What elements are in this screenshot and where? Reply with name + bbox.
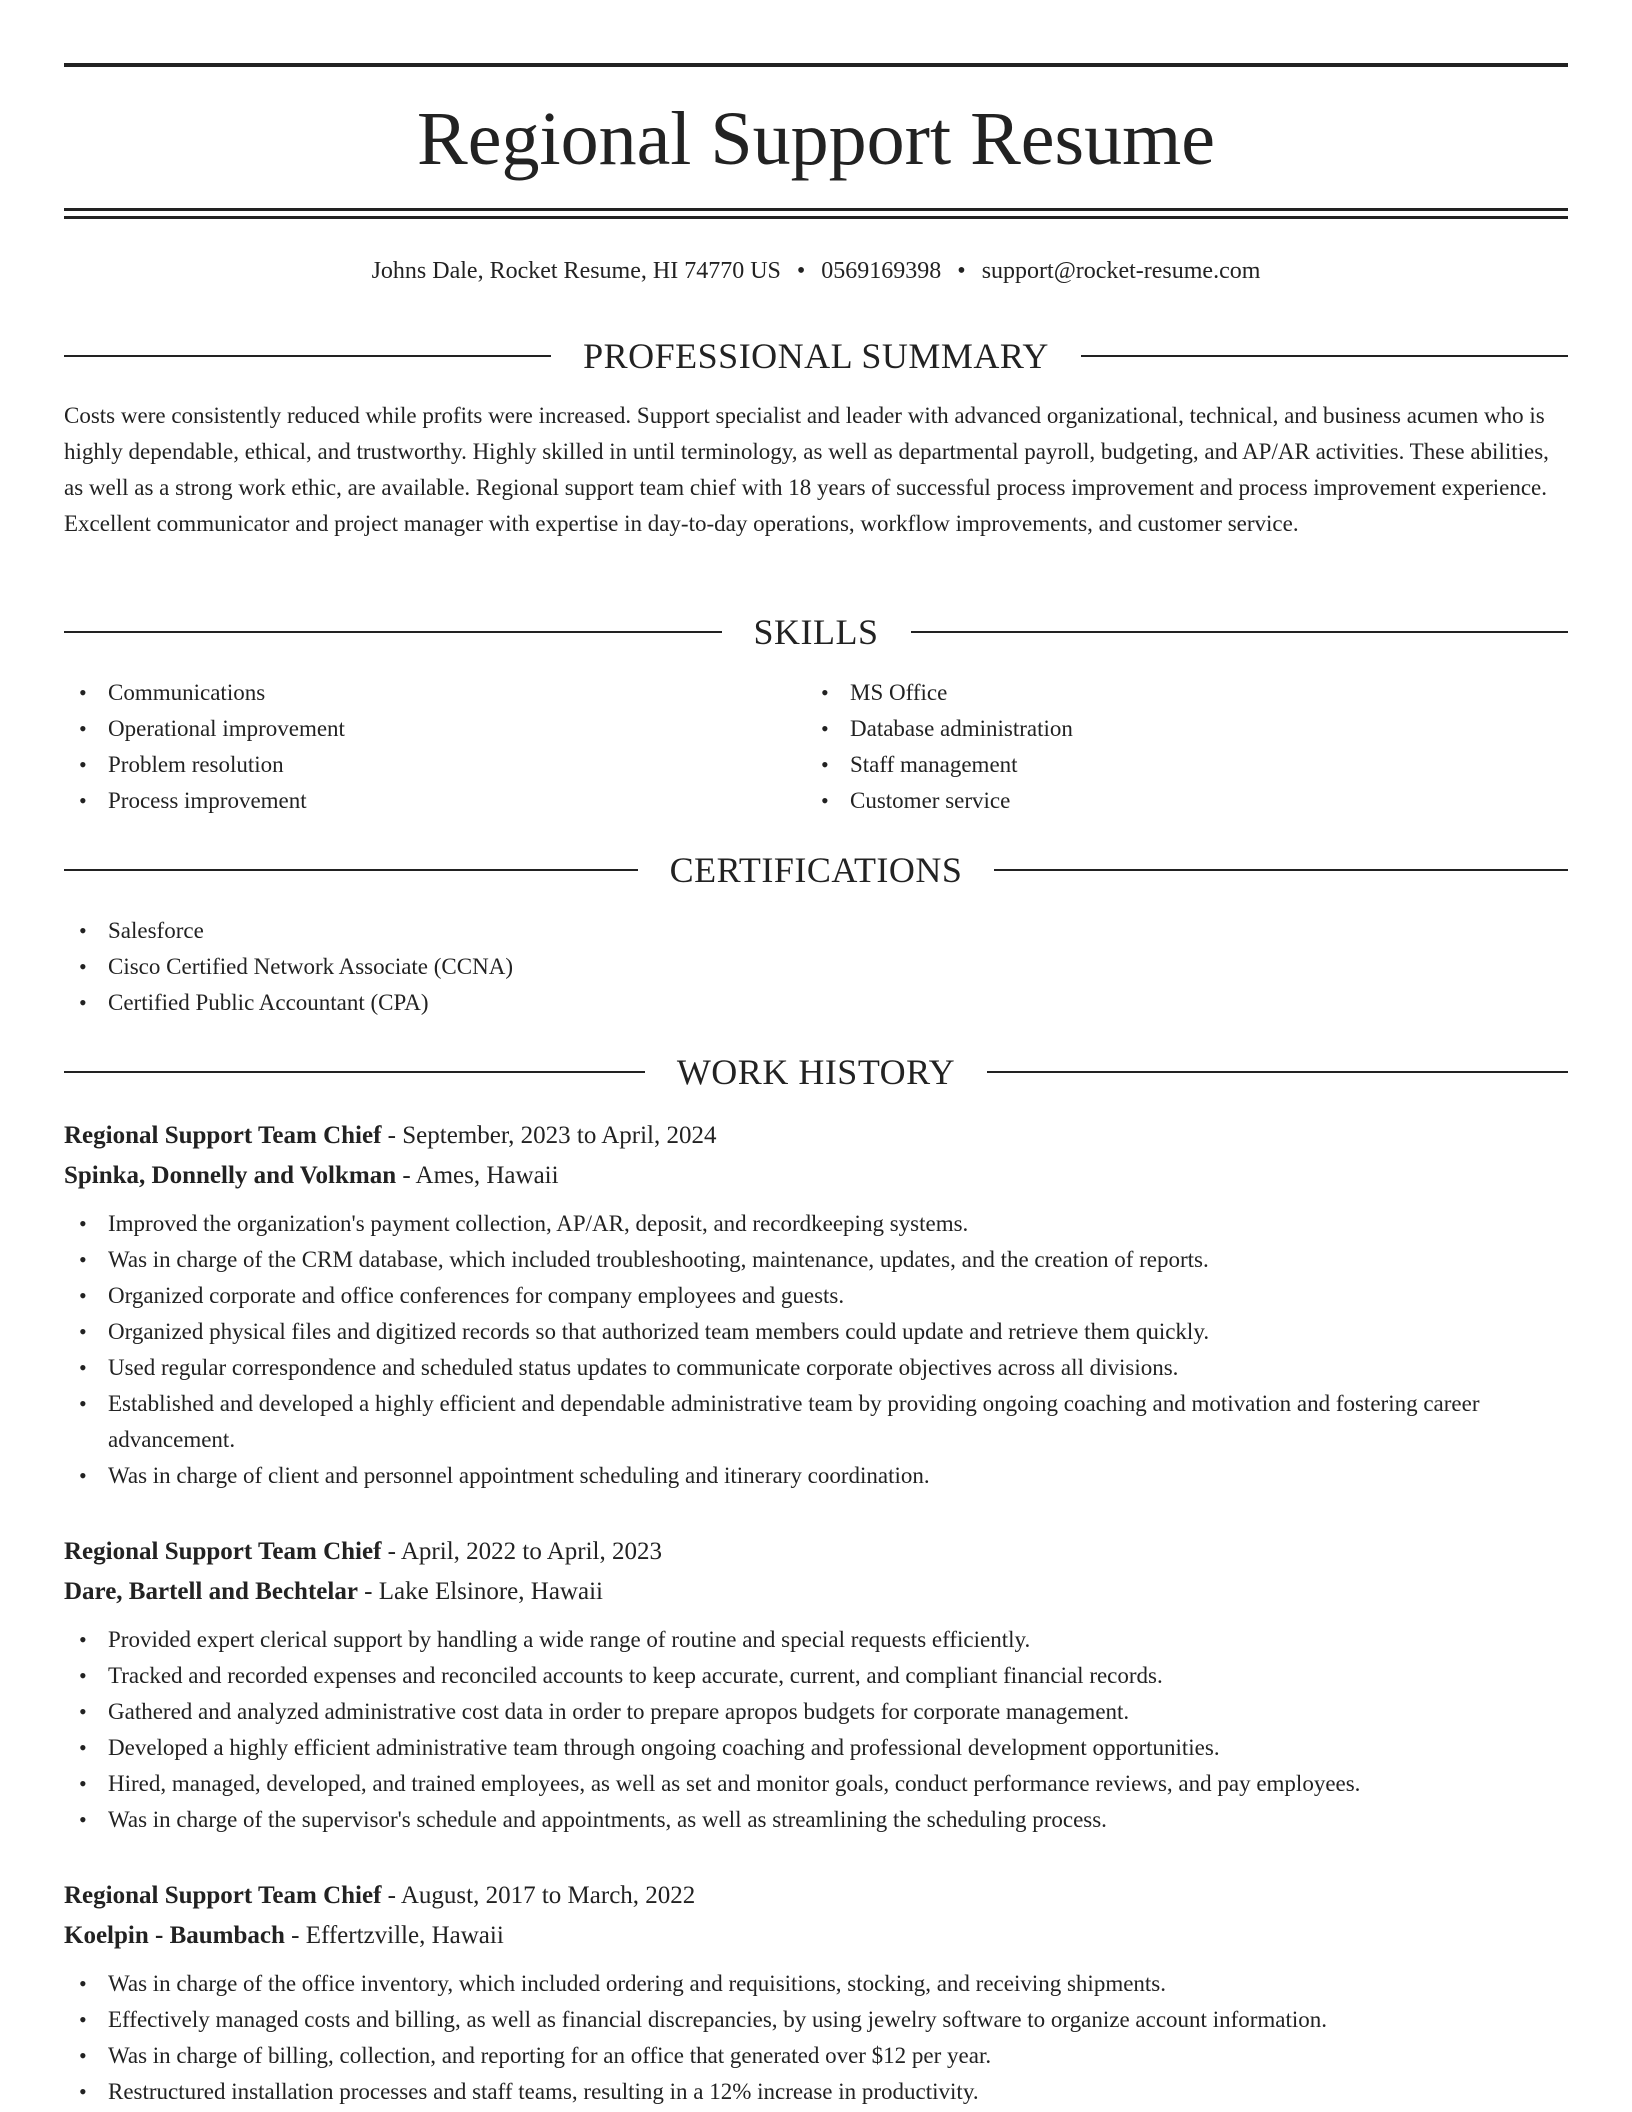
title-double-rule bbox=[64, 208, 1568, 220]
job-dates: - April, 2022 to April, 2023 bbox=[381, 1538, 662, 1565]
section-heading-label: SKILLS bbox=[753, 612, 879, 652]
section-heading-work-history bbox=[64, 1050, 1568, 1094]
list-item: • Restructured installation processes and staff teams, resulting in a 12% increase in productivity. bbox=[108, 2074, 1568, 2110]
list-item: • Salesforce bbox=[108, 913, 1208, 949]
list-item: • Used regular correspondence and scheduled status updates to communicate corporate objectives across all divisions. bbox=[108, 1350, 1568, 1386]
job-entry bbox=[64, 1116, 1568, 1494]
skills-list-right bbox=[806, 675, 1550, 819]
job-location: - Effertzville, Hawaii bbox=[284, 1922, 504, 1949]
section-heading-label: CERTIFICATIONS bbox=[669, 850, 963, 890]
section-heading-skills bbox=[64, 610, 1568, 654]
list-item: • Staff management bbox=[850, 747, 1550, 783]
job-company: Spinka, Donnelly and Volkman bbox=[64, 1162, 397, 1189]
list-item: • Communications bbox=[108, 675, 808, 711]
contact-email: support@rocket-resume.com bbox=[981, 258, 1261, 284]
list-item: • Effectively managed costs and billing, as well as financial discrepancies, by using jewelry software to organize account information. bbox=[108, 2002, 1568, 2038]
list-item: • Was in charge of the CRM database, which included troubleshooting, maintenance, updates, and the creation of reports. bbox=[108, 1242, 1568, 1278]
job-entry bbox=[64, 1532, 1568, 1838]
job-company-line bbox=[64, 1572, 1568, 1612]
skills-list-left bbox=[64, 675, 808, 819]
job-entry bbox=[64, 1876, 1568, 2110]
list-item: • Problem resolution bbox=[108, 747, 808, 783]
list-item: • Tracked and recorded expenses and reconciled accounts to keep accurate, current, and compliant financial records. bbox=[108, 1658, 1568, 1694]
job-role-line bbox=[64, 1532, 1568, 1572]
list-item: • Was in charge of billing, collection, and reporting for an office that generated over $12 per year. bbox=[108, 2038, 1568, 2074]
contact-phone: 0569169398 bbox=[821, 258, 942, 284]
list-item: • Hired, managed, developed, and trained employees, as well as set and monitor goals, conduct performance reviews, and pay employees. bbox=[108, 1766, 1568, 1802]
section-heading-certifications bbox=[64, 848, 1568, 892]
job-company: Dare, Bartell and Bechtelar bbox=[64, 1578, 358, 1605]
job-location: - Lake Elsinore, Hawaii bbox=[357, 1578, 603, 1605]
list-item: • MS Office bbox=[850, 675, 1550, 711]
list-item: • Developed a highly efficient administrative team through ongoing coaching and professional development opportunities. bbox=[108, 1730, 1568, 1766]
job-dates: - September, 2023 to April, 2024 bbox=[381, 1122, 717, 1149]
contact-address: Johns Dale, Rocket Resume, HI 74770 US bbox=[371, 258, 781, 284]
certifications-list bbox=[64, 913, 1208, 1021]
list-item: • Gathered and analyzed administrative cost data in order to prepare apropos budgets for corporate management. bbox=[108, 1694, 1568, 1730]
list-item: • Provided expert clerical support by handling a wide range of routine and special requests efficiently. bbox=[108, 1622, 1568, 1658]
job-company-line bbox=[64, 1916, 1568, 1956]
list-item: • Was in charge of the office inventory, which included ordering and requisitions, stocking, and receiving shipments. bbox=[108, 1966, 1568, 2002]
contact-separator: • bbox=[796, 258, 806, 284]
list-item: • Improved the organization's payment collection, AP/AR, deposit, and recordkeeping systems. bbox=[108, 1206, 1568, 1242]
summary-text: Costs were consistently reduced while profits were increased. Support specialist and leader with advanced organizational, technical, and business acumen who is highly dependable, ethical, and trustworthy. Highly skilled in until terminology, as well as departmental payroll, budgeting, and AP/AR activities. These abilities, as well as a strong work ethic, are available. Regional support team chief with 18 years of successful process improvement and process improvement experience. Excellent communicator and project manager with expertise in day-to-day operations, workflow improvements, and customer service. bbox=[64, 403, 1549, 536]
list-item: • Cisco Certified Network Associate (CCNA) bbox=[108, 949, 1208, 985]
list-item: • Organized physical files and digitized records so that authorized team members could update and retrieve them quickly. bbox=[108, 1314, 1568, 1350]
list-item: • Database administration bbox=[850, 711, 1550, 747]
section-heading-summary bbox=[64, 334, 1568, 378]
list-item: • Was in charge of the supervisor's schedule and appointments, as well as streamlining the scheduling process. bbox=[108, 1802, 1568, 1838]
job-bullets bbox=[64, 1622, 1568, 1838]
job-company-line bbox=[64, 1156, 1568, 1196]
job-title: Regional Support Team Chief bbox=[64, 1882, 382, 1909]
job-role-line bbox=[64, 1876, 1568, 1916]
list-item: • Operational improvement bbox=[108, 711, 808, 747]
contact-line bbox=[64, 254, 1568, 288]
list-item: • Process improvement bbox=[108, 783, 808, 819]
list-item: • Certified Public Accountant (CPA) bbox=[108, 985, 1208, 1021]
list-item: • Was in charge of client and personnel appointment scheduling and itinerary coordination. bbox=[108, 1458, 1568, 1494]
job-bullets bbox=[64, 1206, 1568, 1494]
job-dates: - August, 2017 to March, 2022 bbox=[381, 1882, 696, 1909]
list-item: • Customer service bbox=[850, 783, 1550, 819]
job-role-line bbox=[64, 1116, 1568, 1156]
job-company: Koelpin - Baumbach bbox=[64, 1922, 285, 1949]
list-item: • Organized corporate and office conferences for company employees and guests. bbox=[108, 1278, 1568, 1314]
top-rule bbox=[64, 63, 1568, 67]
job-title: Regional Support Team Chief bbox=[64, 1538, 382, 1565]
section-heading-label: WORK HISTORY bbox=[676, 1052, 956, 1092]
job-bullets bbox=[64, 1966, 1568, 2110]
contact-separator: • bbox=[957, 258, 966, 284]
job-location: - Ames, Hawaii bbox=[396, 1162, 559, 1189]
list-item: • Established and developed a highly efficient and dependable administrative team by providing ongoing coaching and motivation and fostering career advancement. bbox=[108, 1386, 1568, 1458]
resume-title: Regional Support Resume bbox=[417, 97, 1215, 181]
section-heading-label: PROFESSIONAL SUMMARY bbox=[583, 336, 1049, 376]
job-title: Regional Support Team Chief bbox=[64, 1122, 382, 1149]
